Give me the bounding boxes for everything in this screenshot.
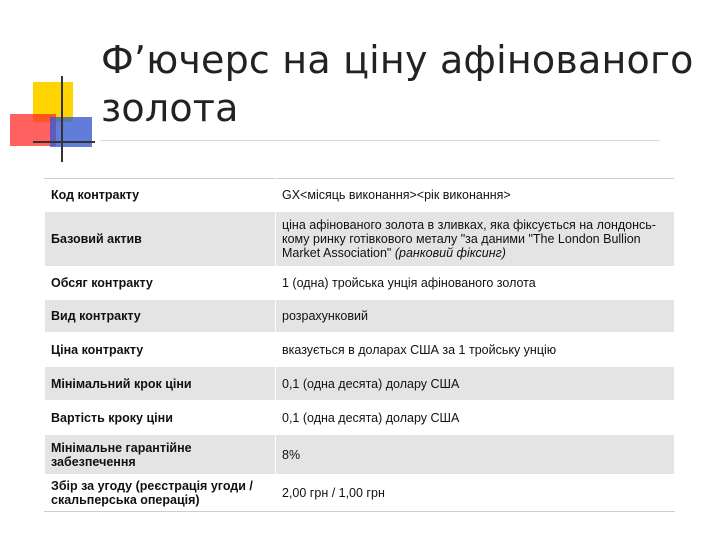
table-row bbox=[45, 300, 675, 333]
contract-spec-table bbox=[44, 178, 675, 512]
title-divider bbox=[100, 140, 660, 141]
row-label: Ціна контракту bbox=[45, 333, 276, 367]
table-row bbox=[45, 367, 675, 401]
row-value: розрахунковий bbox=[276, 300, 675, 333]
row-label: Обсяг контракту bbox=[45, 267, 276, 300]
table-row bbox=[45, 333, 675, 367]
row-value-italic: (ранковий фіксинг) bbox=[394, 246, 506, 260]
slide-logo-decoration bbox=[0, 0, 110, 170]
row-label: Вид контракту bbox=[45, 300, 276, 333]
slide-title bbox=[101, 36, 711, 132]
table-row bbox=[45, 475, 675, 512]
row-label: Мінімальне гарантійне забезпечення bbox=[45, 435, 276, 475]
row-value: вказується в доларах США за 1 тройську унцію bbox=[276, 333, 675, 367]
table-row bbox=[45, 401, 675, 435]
row-value: 2,00 грн / 1,00 грн bbox=[276, 475, 675, 512]
row-value: 1 (одна) тройська унція афінованого золота bbox=[276, 267, 675, 300]
slide-title-line-2: золота bbox=[101, 86, 239, 130]
row-value-text: ціна афінованого золота в зливках, яка фіксується на лондонсь-кому ринку готівкового металу "за даними "The London Bullion Market Association" bbox=[282, 218, 656, 260]
row-value: 0,1 (одна десята) долару США bbox=[276, 401, 675, 435]
row-label: Збір за угоду (реєстрація угоди / скальперська операція) bbox=[45, 475, 276, 512]
row-value: 0,1 (одна десята) долару США bbox=[276, 367, 675, 401]
row-value: GX<місяць виконання><рік виконання> bbox=[276, 179, 675, 212]
row-label: Вартість кроку ціни bbox=[45, 401, 276, 435]
horizontal-line bbox=[33, 141, 95, 143]
table-row bbox=[45, 267, 675, 300]
row-label: Код контракту bbox=[45, 179, 276, 212]
table-row bbox=[45, 212, 675, 267]
row-label: Мінімальний крок ціни bbox=[45, 367, 276, 401]
slide-title-line-1: Ф’ючерс на ціну афінованого bbox=[101, 38, 694, 82]
vertical-line bbox=[61, 76, 63, 162]
row-label: Базовий актив bbox=[45, 212, 276, 267]
table-row bbox=[45, 179, 675, 212]
row-value bbox=[276, 212, 675, 267]
table-row bbox=[45, 435, 675, 475]
row-value: 8% bbox=[276, 435, 675, 475]
